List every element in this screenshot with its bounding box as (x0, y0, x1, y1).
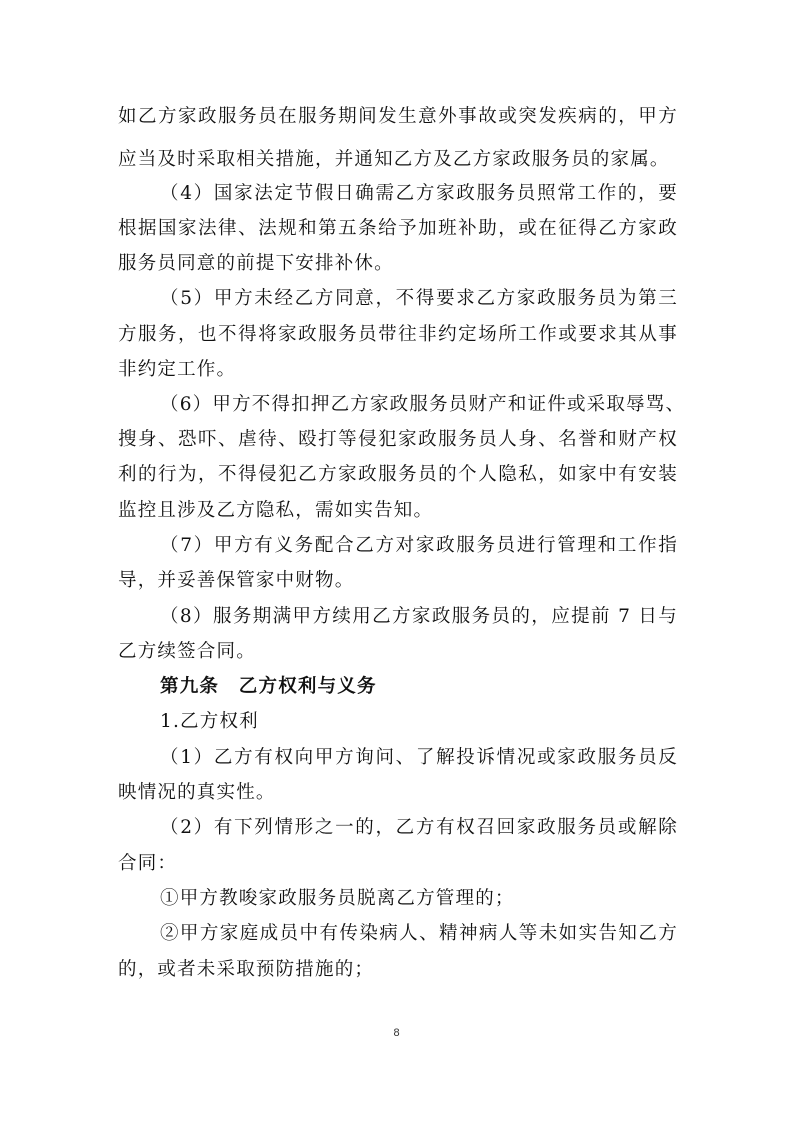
list-item: ①甲方教唆家政服务员脱离乙方管理的； (160, 888, 515, 909)
text-line: （2）有下列情形之一的，乙方有权召回家政服务员或解除 (160, 817, 678, 838)
text-line: 如乙方家政服务员在服务期间发生意外事故或突发疾病的，甲方 (118, 106, 678, 127)
text-line: 搜身、恐吓、虐待、殴打等侵犯家政服务员人身、名誉和财产权 (118, 429, 678, 450)
text-line: （8）服务期满甲方续用乙方家政服务员的，应提前 7 日与 (160, 606, 678, 627)
text-line: 导，并妥善保管家中财物。 (118, 570, 355, 591)
text-line: 1.乙方权利 (160, 711, 259, 732)
section-heading: 第九条 乙方权利与义务 (160, 676, 377, 697)
text-line: 非约定工作。 (118, 359, 237, 380)
text-line: 乙方续签合同。 (118, 641, 256, 662)
text-line: （4）国家法定节假日确需乙方家政服务员照常工作的，要 (160, 183, 678, 204)
text-line: （7）甲方有义务配合乙方对家政服务员进行管理和工作指 (160, 535, 678, 556)
list-item: ②甲方家庭成员中有传染病人、精神病人等未如实告知乙方 (160, 923, 678, 944)
text-line: 方服务，也不得将家政服务员带往非约定场所工作或要求其从事 (118, 324, 678, 345)
text-line: 服务员同意的前提下安排补休。 (118, 253, 394, 274)
text-line: 映情况的真实性。 (118, 782, 276, 803)
text-line: 合同： (118, 853, 178, 874)
text-line: 监控且涉及乙方隐私，需如实告知。 (118, 500, 434, 521)
text-line: 的，或者未采取预防措施的； (118, 959, 375, 980)
page-number: 8 (393, 1027, 400, 1039)
text-line: （1）乙方有权向甲方询问、了解投诉情况或家政服务员反 (160, 747, 678, 768)
text-line: （5）甲方未经乙方同意，不得要求乙方家政服务员为第三 (160, 288, 678, 309)
text-line: 利的行为，不得侵犯乙方家政服务员的个人隐私，如家中有安装 (118, 464, 678, 485)
text-line: （6）甲方不得扣押乙方家政服务员财产和证件或采取辱骂、 (160, 394, 686, 415)
text-line: 根据国家法律、法规和第五条给予加班补助，或在征得乙方家政 (118, 218, 678, 239)
text-line: 应当及时采取相关措施，并通知乙方及乙方家政服务员的家属。 (118, 149, 670, 170)
